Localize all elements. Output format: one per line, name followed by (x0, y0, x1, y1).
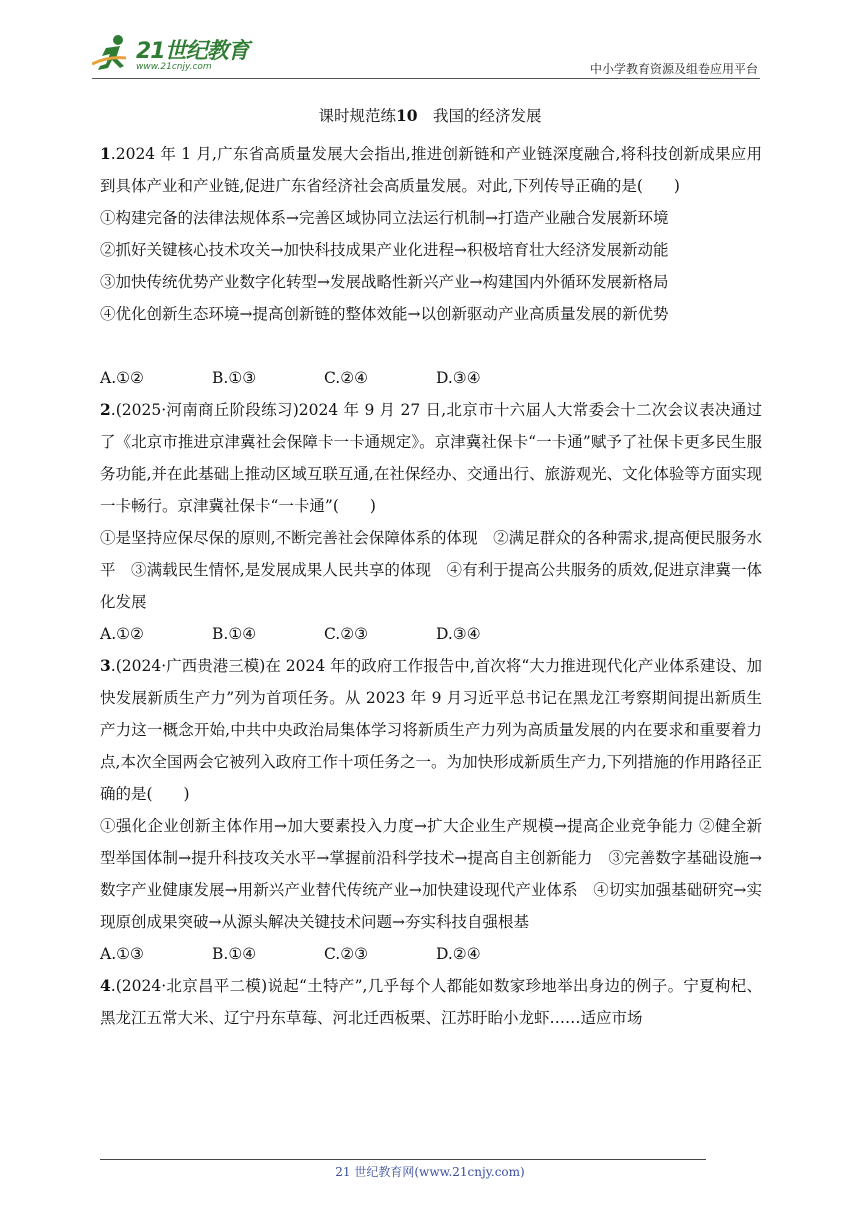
question-number: 3 (100, 656, 111, 675)
page-header (92, 30, 760, 78)
question-3 (100, 650, 762, 970)
question-text: .2024 年 1 月,广东省高质量发展大会指出,推进创新链和产业链深度融合,将科技创新成果应用到具体产业和产业链,促进广东省经济社会高质量发展。对此,下列传导正确的是( ) (100, 145, 762, 195)
choice-b[interactable]: B.①③ (212, 369, 257, 387)
title-prefix: 课时规范练 (318, 107, 396, 125)
logo-text: 21世纪教育 (136, 39, 249, 64)
question-1 (100, 138, 762, 394)
statement-item: ④优化创新生态环境→提高创新链的整体效能→以创新驱动产业高质量发展的新优势 (100, 305, 669, 323)
logo-url: www.21cnjy.com (136, 62, 212, 72)
question-stem (100, 650, 762, 810)
runner-logo-icon (92, 34, 134, 74)
footer-divider (100, 1159, 706, 1160)
choice-d[interactable]: D.③④ (436, 369, 481, 387)
title-subject: 我国的经济发展 (433, 107, 542, 125)
choice-b[interactable]: B.①④ (212, 945, 257, 963)
answer-choices (100, 938, 762, 970)
answer-choices (100, 618, 762, 650)
site-logo[interactable] (92, 34, 262, 78)
choice-c[interactable]: C.②③ (324, 625, 369, 643)
question-text: .(2024·北京昌平二模)说起“土特产”,几乎每个人都能如数家珍地举出身边的例子。宁夏枸杞、黑龙江五常大米、辽宁丹东草莓、河北迁西板栗、江苏盱眙小龙虾……适应市场 (100, 977, 762, 1027)
answer-choices (100, 362, 762, 394)
statement-items: ①是坚持应保尽保的原则,不断完善社会保障体系的体现 ②满足群众的各种需求,提高便民服务水平 ③满载民生情怀,是发展成果人民共享的体现 ④有利于提高公共服务的质效,促进京津冀一体化发展 (100, 529, 762, 611)
choice-b[interactable]: B.①④ (212, 625, 257, 643)
choice-d[interactable]: D.②④ (436, 945, 481, 963)
choice-d[interactable]: D.③④ (436, 625, 481, 643)
choice-a[interactable]: A.①③ (100, 945, 144, 963)
statement-item: ①构建完备的法律法规体系→完善区域协同立法运行机制→打造产业融合发展新环境 (100, 209, 669, 227)
page-footer[interactable]: 21 世纪教育网(www.21cnjy.com) (335, 1165, 525, 1179)
statement-item: ②抓好关键核心技术攻关→加快科技成果产业化进程→积极培育壮大经济发展新动能 (100, 241, 669, 259)
question-text: .(2025·河南商丘阶段练习)2024 年 9 月 27 日,北京市十六届人大常委会十二次会议表决通过了《北京市推进京津冀社会保障卡一卡通规定》。京津冀社保卡“一卡通”赋予了社保卡更多民生服务功能,并在此基础上推动区域互联互通,在社保经办、交通出行、旅游观光、文化体验等方面实现一卡畅行。京津冀社保卡“一卡通”( ) (100, 401, 762, 515)
question-number: 1 (100, 144, 111, 163)
choice-a[interactable]: A.①② (100, 369, 144, 387)
question-number: 2 (100, 400, 111, 419)
page-title (0, 104, 860, 126)
question-4 (100, 970, 762, 1034)
question-number: 4 (100, 976, 111, 995)
platform-name: 中小学教育资源及组卷应用平台 (589, 62, 758, 76)
question-stem (100, 970, 762, 1034)
question-2 (100, 394, 762, 650)
statement-item: ③加快传统优势产业数字化转型→发展战略性新兴产业→构建国内外循环发展新格局 (100, 273, 669, 291)
title-number: 10 (395, 106, 418, 125)
question-text: .(2024·广西贵港三模)在 2024 年的政府工作报告中,首次将“大力推进现代化产业体系建设、加快发展新质生产力”列为首项任务。从 2023 年 9 月习近平总书记在黑龙江考察期间提出新质生产力这一概念开始,中共中央政治局集体学习将新质生产力列为高质量发展的内在要求和重要着力点,本次全国两会它被列入政府工作十项任务之一。为加快形成新质生产力,下列措施的作用路径正确的是( ) (100, 657, 762, 803)
question-stem (100, 394, 762, 522)
choice-c[interactable]: C.②④ (324, 369, 369, 387)
statement-items: ①强化企业创新主体作用→加大要素投入力度→扩大企业生产规模→提高企业竞争能力 ②健全新型举国体制→提升科技攻关水平→掌握前沿科学技术→提高自主创新能力 ③完善数字基础设施→数字产业健康发展→用新兴产业替代传统产业→加快建设现代产业体系 ④切实加强基础研究→实现原创成果突破→从源头解决关键技术问题→夯实科技自强根基 (100, 817, 762, 931)
choice-a[interactable]: A.①② (100, 625, 144, 643)
question-list (100, 138, 762, 1034)
question-stem (100, 138, 762, 202)
choice-c[interactable]: C.②③ (324, 945, 369, 963)
header-divider (92, 78, 760, 79)
